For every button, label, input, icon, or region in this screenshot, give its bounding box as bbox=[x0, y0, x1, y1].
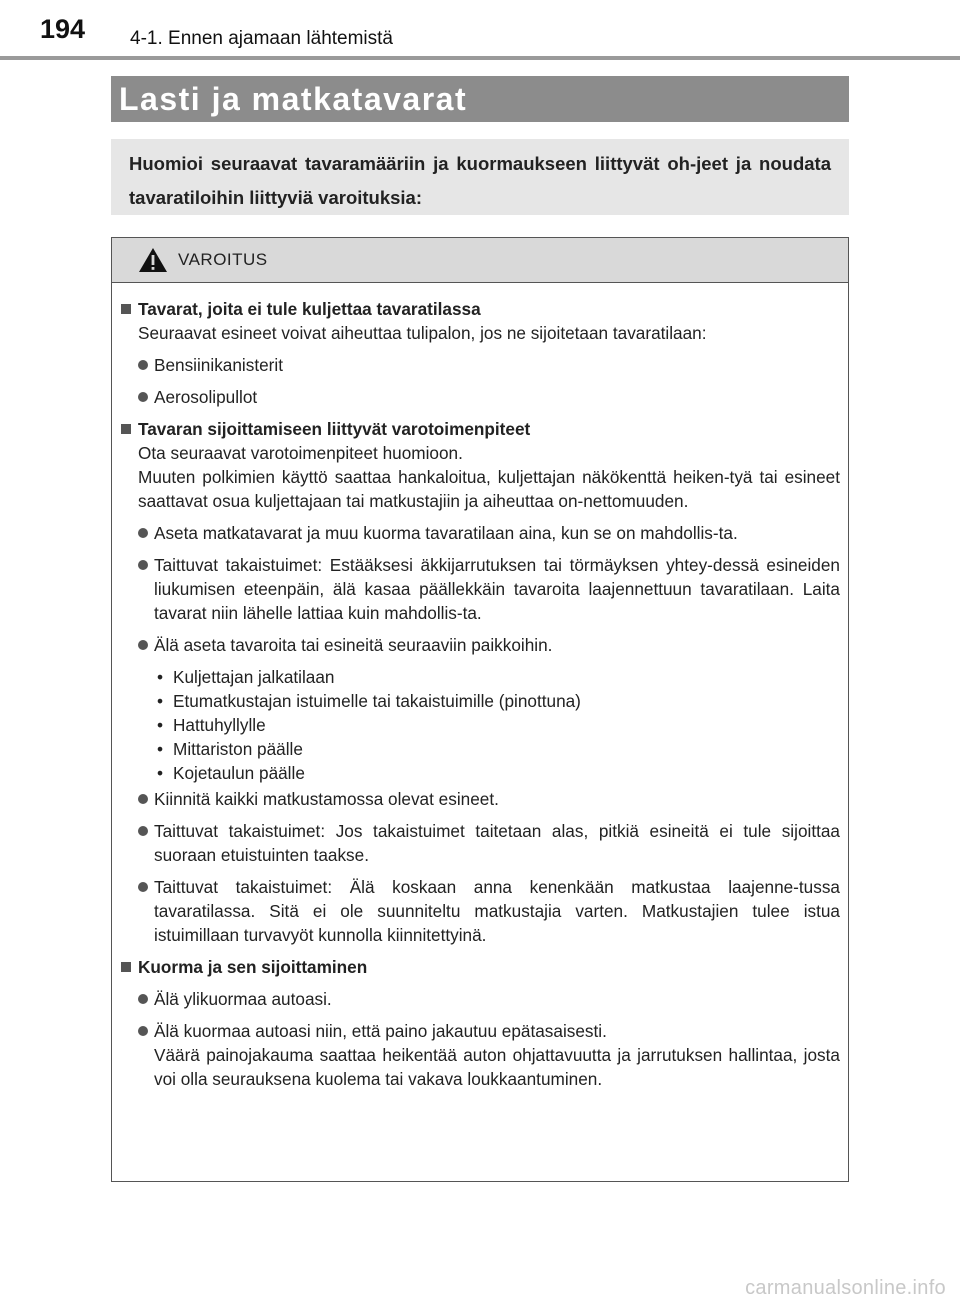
sub-list-item: • Hattuhyllylle bbox=[157, 715, 266, 735]
round-bullet-icon bbox=[138, 994, 148, 1004]
page-number: 194 bbox=[40, 14, 86, 44]
sub-list-item: • Mittariston päälle bbox=[157, 739, 303, 759]
paragraph: Ota seuraavat varotoimenpiteet huomioon. Muuten polkimien käyttö saattaa hankaloitua, kuljettajan näkökenttä heiken-tyä tai esineet saattavat osua kuljettajaan tai matkustajiin ja aiheuttaa on-nettomuuden. bbox=[138, 443, 840, 511]
square-bullet-icon bbox=[121, 304, 131, 314]
round-bullet-icon bbox=[138, 360, 148, 370]
section-title: Lasti ja matkatavarat bbox=[119, 80, 468, 117]
sub-list bbox=[121, 665, 840, 785]
section-heading-3: Kuorma ja sen sijoittaminen bbox=[121, 955, 840, 979]
list-item: Kiinnitä kaikki matkustamossa olevat esineet. bbox=[121, 787, 840, 811]
round-bullet-icon bbox=[138, 826, 148, 836]
chapter-title: 4-1. Ennen ajamaan lähtemistä bbox=[130, 28, 393, 49]
round-bullet-icon bbox=[138, 640, 148, 650]
round-bullet-icon bbox=[138, 882, 148, 892]
warning-triangle-icon bbox=[138, 247, 168, 273]
list-item: Aseta matkatavarat ja muu kuorma tavaratilaan aina, kun se on mahdollis-ta. bbox=[121, 521, 840, 545]
round-bullet-icon bbox=[138, 560, 148, 570]
section-heading-1: Tavarat, joita ei tule kuljettaa tavaratilassa bbox=[121, 297, 840, 321]
round-bullet-icon bbox=[138, 1026, 148, 1036]
warning-body bbox=[112, 283, 848, 1091]
list-item: Taittuvat takaistuimet: Jos takaistuimet taitetaan alas, pitkiä esineitä ei tule sijoittaa suoraan etuistuinten taakse. bbox=[121, 819, 840, 867]
list-item: Älä kuormaa autoasi niin, että paino jakautuu epätasaisesti. Väärä painojakauma saattaa heikentää auton ohjattavuutta ja jarrutuksen hallintaa, josta voi olla seurauksena kuolema tai vakava loukkaantuminen. bbox=[121, 1019, 840, 1091]
warning-header bbox=[112, 238, 848, 283]
section-banner bbox=[111, 76, 849, 122]
list-item: Älä ylikuormaa autoasi. bbox=[121, 987, 840, 1011]
warning-box bbox=[111, 237, 849, 1182]
header-rule bbox=[0, 56, 960, 60]
section-heading-2: Tavaran sijoittamiseen liittyvät varotoimenpiteet bbox=[121, 417, 840, 441]
intro-box: Huomioi seuraavat tavaramääriin ja kuormaukseen liittyvät oh-jeet ja noudata tavaratiloihin liittyviä varoituksia: bbox=[111, 139, 849, 215]
paragraph: Seuraavat esineet voivat aiheuttaa tulipalon, jos ne sijoitetaan tavaratilaan: bbox=[138, 323, 707, 343]
square-bullet-icon bbox=[121, 424, 131, 434]
round-bullet-icon bbox=[138, 794, 148, 804]
sub-list-item: • Etumatkustajan istuimelle tai takaistuimille (pinottuna) bbox=[157, 691, 581, 711]
list-item: Aerosolipullot bbox=[121, 385, 840, 409]
list-item: Bensiinikanisterit bbox=[121, 353, 840, 377]
warning-label: VAROITUS bbox=[178, 250, 268, 269]
list-item: Taittuvat takaistuimet: Estääksesi äkkijarrutuksen tai törmäyksen yhtey-dessä esineiden liukumisen eteenpäin, älä kasaa päällekkäin tavaroita laajennettuun tavaratilaan. Laita tavarat niin lähelle lattiaa kuin mahdollis-ta. bbox=[121, 553, 840, 625]
round-bullet-icon bbox=[138, 392, 148, 402]
list-item: Taittuvat takaistuimet: Älä koskaan anna kenenkään matkustaa laajenne-tussa tavaratilassa. Sitä ei ole suunniteltu matkustajia varten. Matkustajien tulee istua istuimillaan turvavyöt kunnolla kiinnitettyinä. bbox=[121, 875, 840, 947]
list-item: Älä aseta tavaroita tai esineitä seuraaviin paikkoihin. bbox=[121, 633, 840, 657]
watermark: carmanualsonline.info bbox=[745, 1277, 946, 1299]
sub-list-item: • Kuljettajan jalkatilaan bbox=[157, 667, 335, 687]
square-bullet-icon bbox=[121, 962, 131, 972]
round-bullet-icon bbox=[138, 528, 148, 538]
sub-list-item: • Kojetaulun päälle bbox=[157, 763, 305, 783]
